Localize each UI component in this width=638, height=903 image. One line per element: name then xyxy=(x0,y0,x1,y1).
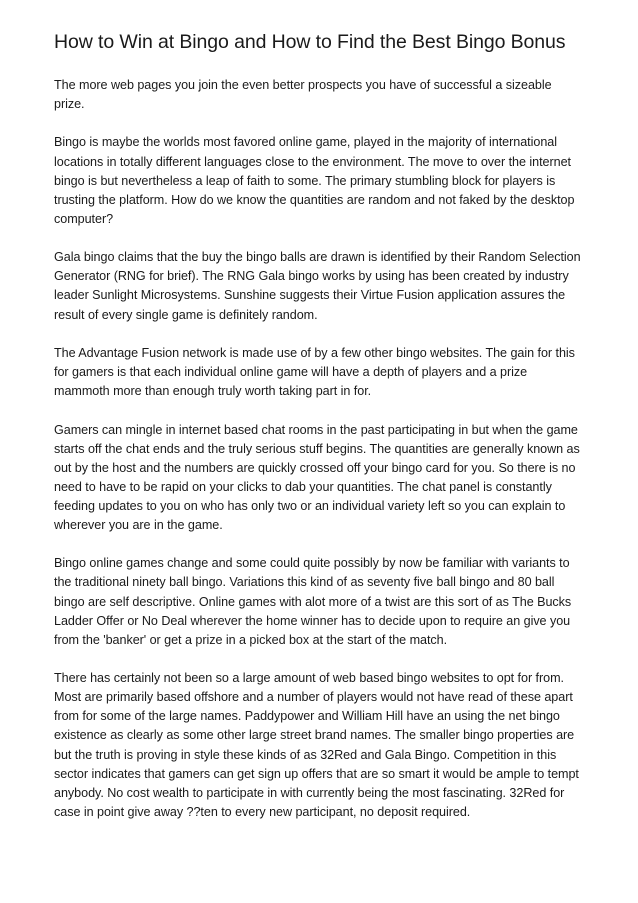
paragraph: The Advantage Fusion network is made use of by a few other bingo websites. The gain for this for gamers is that each individual online game will have a depth of players and a prize mammoth more than enough truly worth taking part in for. xyxy=(54,345,575,399)
document-title: How to Win at Bingo and How to Find the Best Bingo Bonus xyxy=(54,31,566,53)
paragraph: Gamers can mingle in internet based chat rooms in the past participating in but when the game starts off the chat ends and the truly serious stuff begins. The quantities are generally known as out by the host and the numbers are quickly crossed off your bingo card for you. So there is no need to have to be rapid on your clicks to dab your quantities. The chat panel is constantly feeding updates to you on who has only two or an individual variety left so you can explain to wherever you are in the game. xyxy=(54,422,580,532)
paragraph: Bingo online games change and some could quite possibly by now be familiar with variants to the traditional ninety ball bingo. Variations this kind of as seventy five ball bingo and 80 ball bingo are self descriptive. Online games with alot more of a twist are this sort of as The Bucks Ladder Offer or No Deal wherever the home winner has to decide upon to require an give you from the 'banker' or get a prize in a picked box at the start of the match. xyxy=(54,556,572,647)
paragraph: There has certainly not been so a large amount of web based bingo websites to opt for from. Most are primarily based offshore and a number of players would not have read of these apart from for some of the large names. Paddypower and William Hill have an using the net bingo existence as clearly as some other large street brand names. The smaller bingo properties are but the truth is proving in style these kinds of as 32Red and Gala Bingo. Competition in this sector indicates that gamers can get sign up offers that are so smart it would be ample to tempt anybody. No cost wealth to participate in with currently being the most fascinating. 32Red for case in point give away ??ten to every new participant, no deposit required. xyxy=(54,671,579,819)
paragraph: Gala bingo claims that the buy the bingo balls are drawn is identified by their Random Selection Generator (RNG for brief). The RNG Gala bingo works by using has been created by industry leader Sunlight Microsystems. Sunshine suggests their Virtue Fusion application assures the result of every single game is definitely random. xyxy=(54,250,581,322)
paragraph: Bingo is maybe the worlds most favored online game, played in the majority of international locations in totally different languages close to the environment. The move to over the internet bingo is but nevertheless a leap of faith to some. The primary stumbling block for players is trusting the platform. How do we know the quantities are random and not faked by the desktop computer? xyxy=(54,135,575,226)
paragraph: The more web pages you join the even better prospects you have of successful a sizeable prize. xyxy=(54,78,552,112)
